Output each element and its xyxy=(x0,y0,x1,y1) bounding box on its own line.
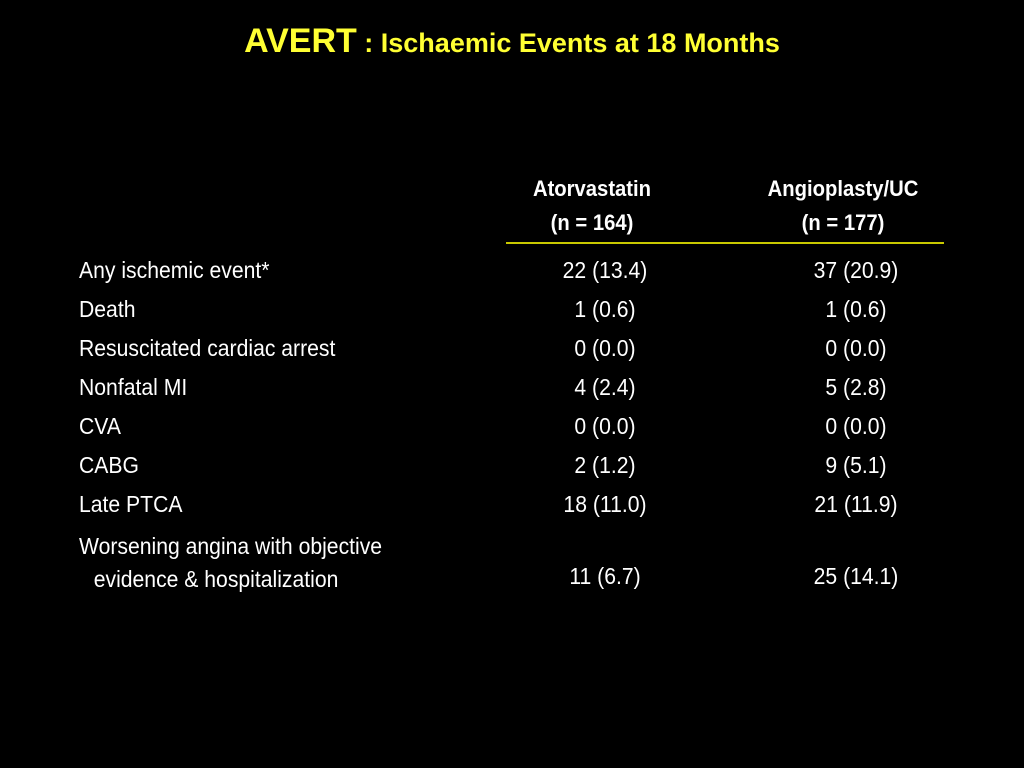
row-label xyxy=(79,530,382,596)
value-atorvastatin: 4 (2.4) xyxy=(574,374,636,400)
row-label: Death xyxy=(79,296,136,322)
value-angioplasty: 9 (5.1) xyxy=(825,452,887,478)
value-atorvastatin: 11 (6.7) xyxy=(569,563,641,589)
column-n: (n = 164) xyxy=(550,210,634,235)
column-name: Angioplasty/UC xyxy=(767,176,919,201)
slide-title xyxy=(0,22,1024,61)
value-atorvastatin: 22 (13.4) xyxy=(562,257,648,283)
column-n: (n = 177) xyxy=(801,210,885,235)
value-angioplasty: 21 (11.9) xyxy=(814,491,898,517)
row-label: Any ischemic event* xyxy=(79,257,270,283)
row-label: Resuscitated cardiac arrest xyxy=(79,335,336,361)
row-label-line1: Worsening angina with objective xyxy=(79,533,383,559)
value-atorvastatin: 0 (0.0) xyxy=(574,335,636,361)
value-angioplasty: 37 (20.9) xyxy=(813,257,899,283)
row-label: CABG xyxy=(79,452,139,478)
value-angioplasty: 1 (0.6) xyxy=(825,296,887,322)
value-angioplasty: 0 (0.0) xyxy=(825,335,887,361)
header-divider xyxy=(506,242,944,244)
title-main: AVERT xyxy=(244,22,357,60)
value-atorvastatin: 1 (0.6) xyxy=(574,296,636,322)
value-angioplasty: 25 (14.1) xyxy=(813,563,899,589)
title-sub: : Ischaemic Events at 18 Months xyxy=(356,28,780,58)
column-header-angioplasty xyxy=(746,172,939,240)
row-label: Nonfatal MI xyxy=(79,374,188,400)
value-angioplasty: 0 (0.0) xyxy=(825,413,887,439)
row-label-line2: evidence & hospitalization xyxy=(93,566,339,592)
value-atorvastatin: 0 (0.0) xyxy=(574,413,636,439)
value-angioplasty: 5 (2.8) xyxy=(825,374,887,400)
row-label: Late PTCA xyxy=(79,491,183,517)
column-header-atorvastatin xyxy=(505,172,680,240)
value-atorvastatin: 2 (1.2) xyxy=(574,452,636,478)
column-name: Atorvastatin xyxy=(532,176,652,201)
row-label: CVA xyxy=(79,413,121,439)
value-atorvastatin: 18 (11.0) xyxy=(563,491,647,517)
